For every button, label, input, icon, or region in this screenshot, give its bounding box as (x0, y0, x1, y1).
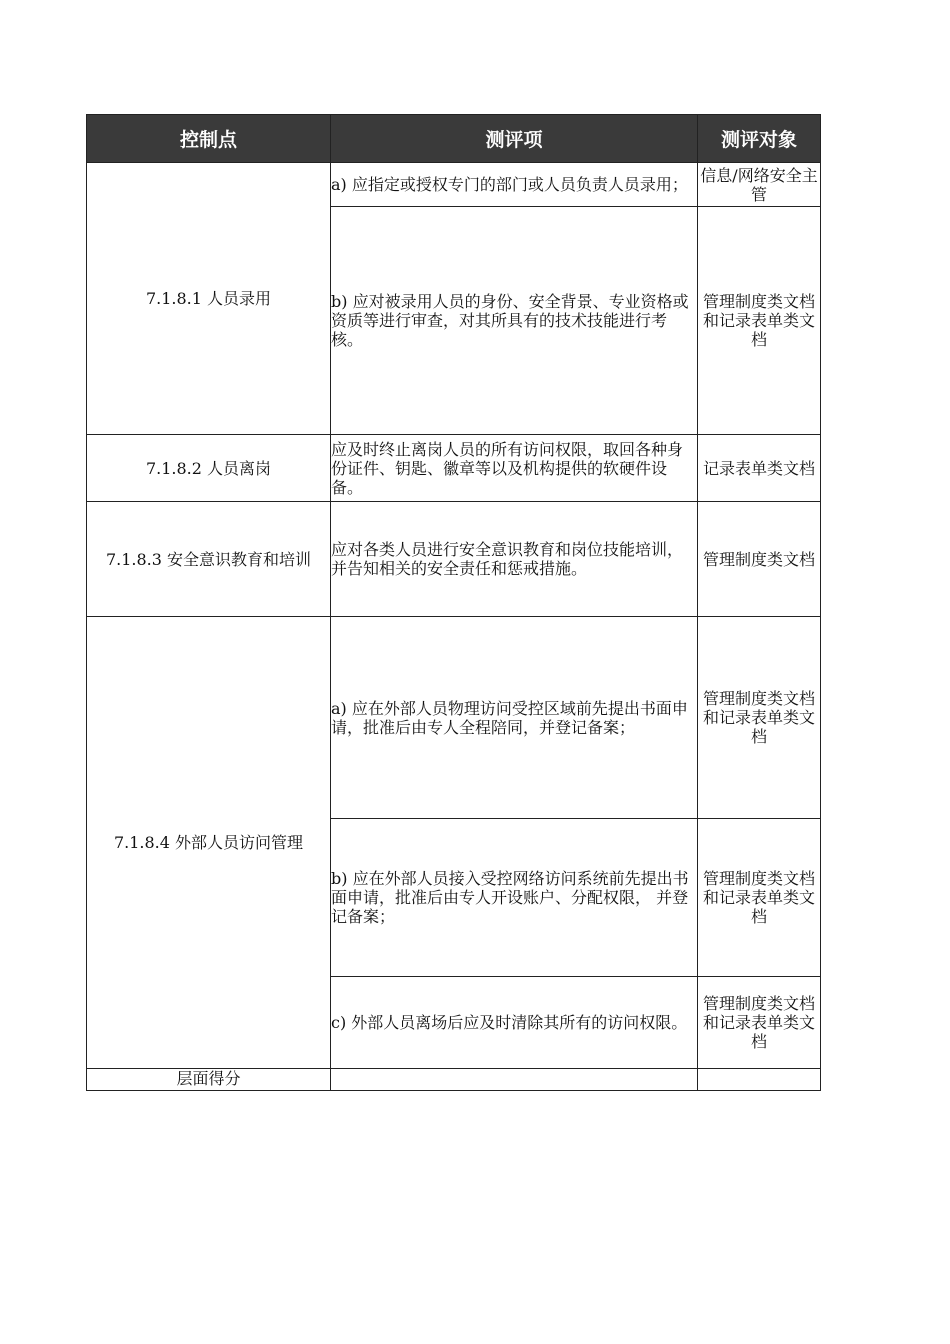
score-item-cell (331, 1069, 698, 1091)
evaluation-object-cell: 管理制度类文档和记录表单类文档 (698, 819, 821, 977)
evaluation-object-cell: 记录表单类文档 (698, 435, 821, 502)
header-evaluation-object: 测评对象 (698, 115, 821, 163)
header-control-point: 控制点 (87, 115, 331, 163)
control-point-cell: 7.1.8.4 外部人员访问管理 (87, 617, 331, 1069)
header-evaluation-item: 测评项 (331, 115, 698, 163)
table-row (87, 435, 821, 502)
evaluation-item-cell: b) 应对被录用人员的身份、安全背景、专业资格或资质等进行审查，对其所具有的技术技能进行考核。 (331, 207, 698, 435)
control-point-cell: 7.1.8.2 人员离岗 (87, 435, 331, 502)
evaluation-item-cell: 应及时终止离岗人员的所有访问权限，取回各种身份证件、钥匙、徽章等以及机构提供的软硬件设备。 (331, 435, 698, 502)
score-object-cell (698, 1069, 821, 1091)
control-point-cell: 7.1.8.3 安全意识教育和培训 (87, 502, 331, 617)
table-body (87, 163, 821, 1091)
score-label: 层面得分 (87, 1069, 331, 1091)
evaluation-object-cell: 管理制度类文档和记录表单类文档 (698, 207, 821, 435)
evaluation-object-cell: 管理制度类文档和记录表单类文档 (698, 617, 821, 819)
evaluation-object-cell: 信息/网络安全主管 (698, 163, 821, 207)
table-row (87, 163, 821, 207)
evaluation-object-cell: 管理制度类文档和记录表单类文档 (698, 977, 821, 1069)
evaluation-item-cell: 应对各类人员进行安全意识教育和岗位技能培训，并告知相关的安全责任和惩戒措施。 (331, 502, 698, 617)
evaluation-table (86, 114, 821, 1091)
table-header (87, 115, 821, 163)
evaluation-item-cell: c) 外部人员离场后应及时清除其所有的访问权限。 (331, 977, 698, 1069)
table-row (87, 502, 821, 617)
evaluation-item-cell: a) 应指定或授权专门的部门或人员负责人员录用； (331, 163, 698, 207)
score-row (87, 1069, 821, 1091)
evaluation-item-cell: a) 应在外部人员物理访问受控区域前先提出书面申请，批准后由专人全程陪同，并登记备案； (331, 617, 698, 819)
control-point-cell: 7.1.8.1 人员录用 (87, 163, 331, 435)
evaluation-object-cell: 管理制度类文档 (698, 502, 821, 617)
table-row (87, 617, 821, 819)
evaluation-item-cell: b) 应在外部人员接入受控网络访问系统前先提出书面申请，批准后由专人开设账户、分配权限， 并登记备案； (331, 819, 698, 977)
header-row (87, 115, 821, 163)
